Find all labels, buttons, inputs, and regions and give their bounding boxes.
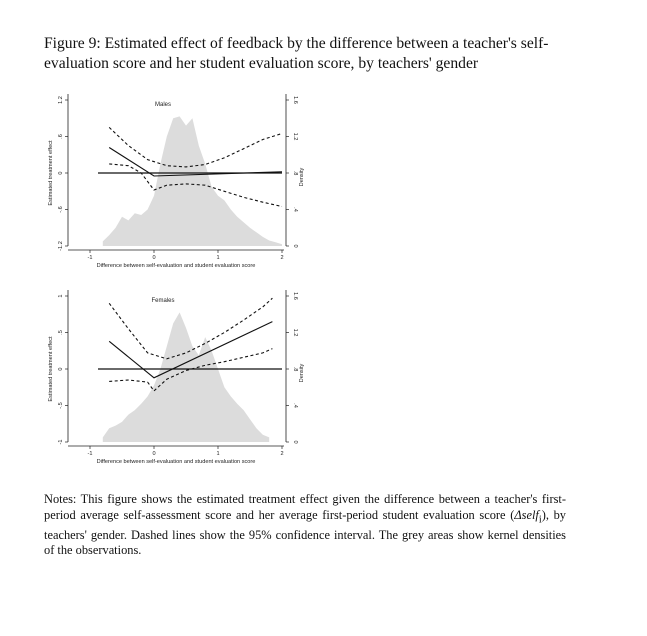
y-tick-label: 0 — [58, 367, 64, 371]
x-axis-label: Difference between self-evaluation and student evaluation score — [96, 459, 256, 465]
x-tick-label: 0 — [152, 451, 156, 457]
chart-title: Females — [151, 298, 175, 304]
density-area — [103, 312, 269, 442]
y2-tick-label: .4 — [292, 207, 298, 212]
y-tick-label: -.6 — [58, 206, 64, 213]
density-area — [103, 116, 282, 246]
y-tick-label: -1.2 — [58, 241, 64, 251]
y-tick-label: -1 — [58, 439, 64, 445]
figure-caption — [44, 34, 584, 74]
y2-tick-label: .8 — [292, 366, 298, 372]
y-tick-label: .5 — [58, 330, 64, 335]
notes-prefix: Notes: This figure shows the estimated treatment effect given the difference between a teacher's first-period average self-assessment score and her average first-period student evaluation score ( — [44, 492, 566, 522]
figure-label: Figure 9: — [44, 35, 101, 52]
x-tick-label: -1 — [87, 451, 93, 457]
y2-tick-label: .4 — [292, 403, 298, 408]
x-tick-label: -1 — [87, 255, 93, 261]
figure-notes — [44, 492, 566, 559]
chart-title: Males — [154, 102, 172, 108]
y2-tick-label: 1.2 — [292, 132, 298, 141]
figure-caption-text: Estimated effect of feedback by the difference between a teacher's self-evaluation score and her student evaluation score, by teachers' gender — [44, 35, 549, 72]
y-tick-label: .6 — [58, 134, 64, 139]
y2-axis-label: Density — [299, 167, 305, 187]
x-tick-label: 1 — [216, 255, 220, 261]
y2-tick-label: 1.2 — [292, 328, 298, 337]
notes-subscript: i — [538, 514, 542, 526]
x-tick-label: 0 — [152, 255, 156, 261]
y-axis-label: Estimated treatment effect — [48, 140, 54, 206]
y-tick-label: 1.2 — [58, 96, 64, 104]
x-tick-label: 1 — [216, 451, 220, 457]
y2-tick-label: 1.6 — [292, 96, 298, 104]
x-tick-label: 2 — [280, 451, 284, 457]
y-tick-label: 1 — [58, 294, 64, 298]
y2-tick-label: .8 — [292, 170, 298, 176]
y2-tick-label: 0 — [292, 440, 298, 444]
x-axis-label: Difference between self-evaluation and student evaluation score — [96, 263, 256, 269]
y2-axis-label: Density — [299, 363, 305, 383]
y-axis-label: Estimated treatment effect — [48, 336, 54, 402]
males-chart — [0, 88, 320, 278]
notes-suffix: ), by teachers' gender. Dashed lines show the 95% confidence interval. The grey areas show kernel densities of the observations. — [44, 507, 566, 558]
females-chart — [0, 284, 320, 474]
notes-symbol: Δself — [514, 507, 539, 522]
y-tick-label: 0 — [58, 171, 64, 175]
y2-tick-label: 0 — [292, 244, 298, 248]
y-tick-label: -.5 — [58, 402, 64, 409]
y2-tick-label: 1.6 — [292, 292, 298, 300]
x-tick-label: 2 — [280, 255, 284, 261]
